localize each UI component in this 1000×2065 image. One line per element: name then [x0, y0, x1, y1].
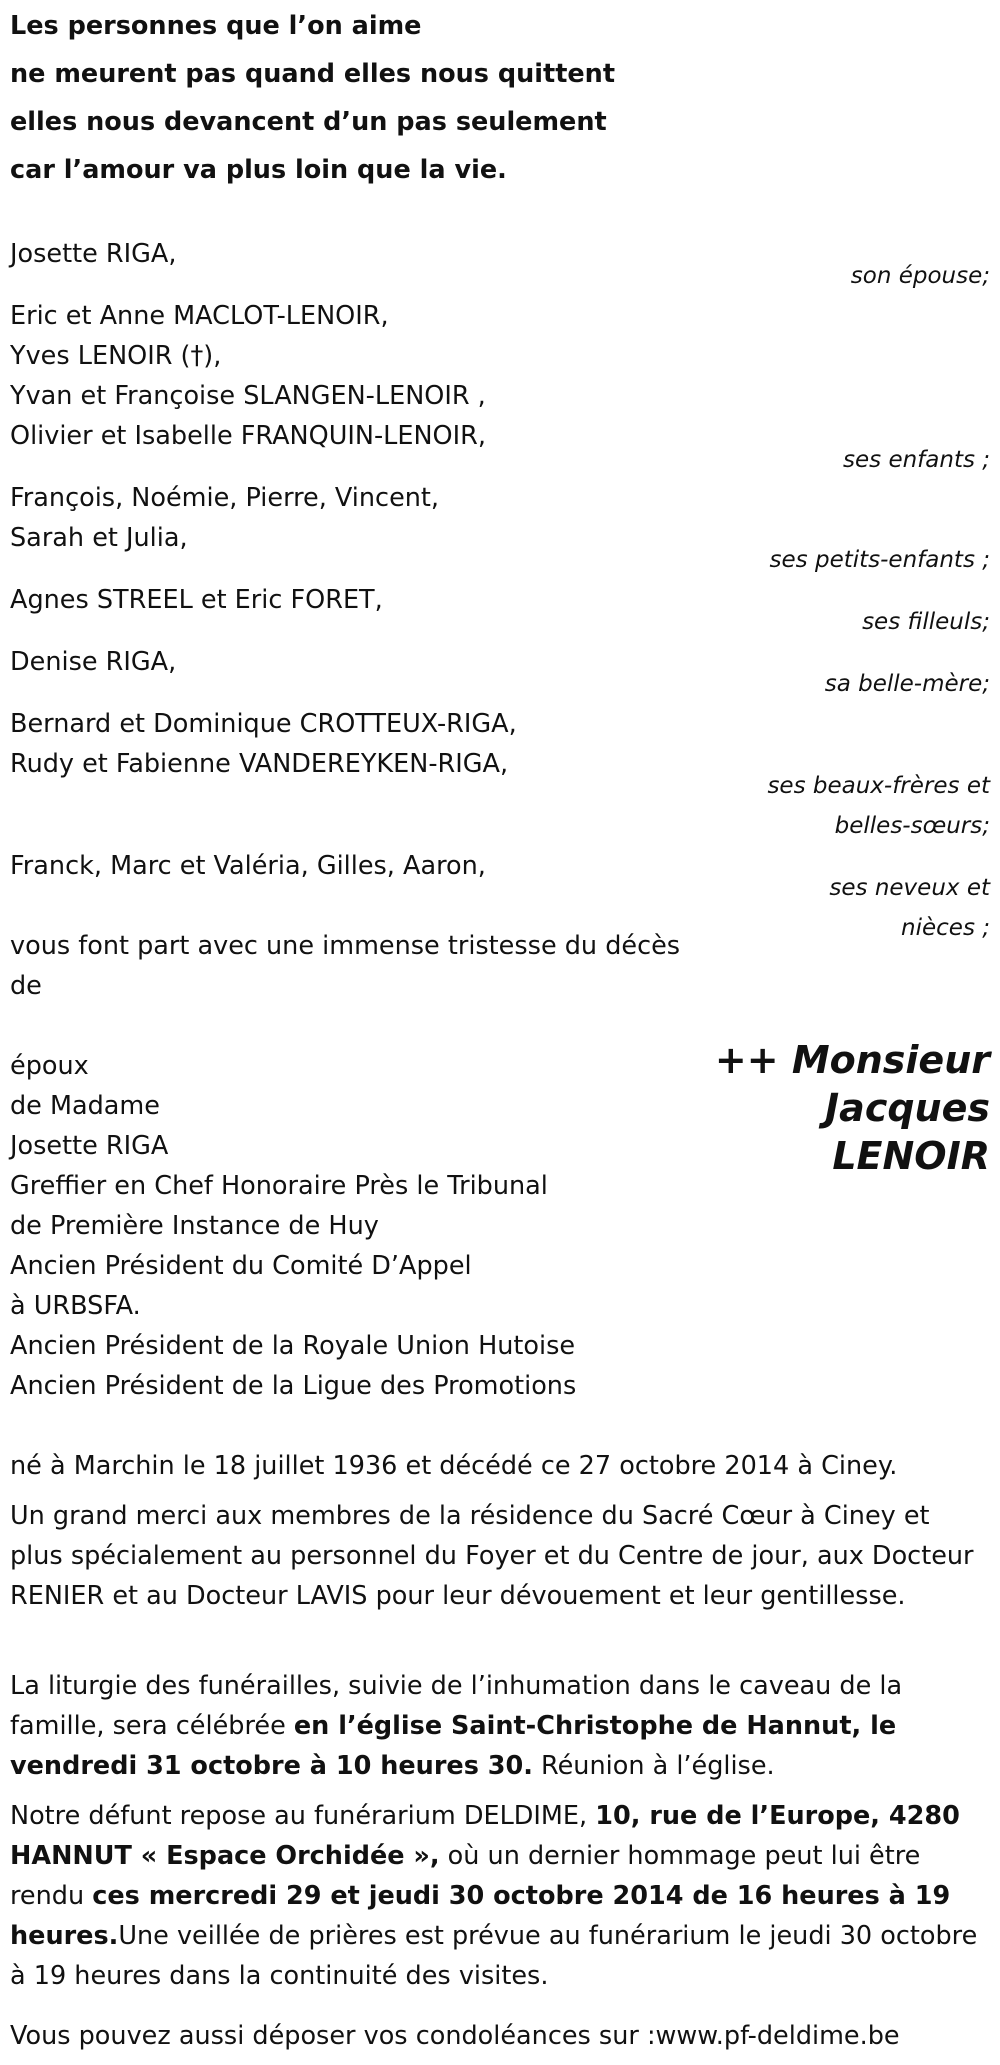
deceased-name-line-2: Jacques	[825, 1086, 990, 1130]
liturgy-paragraph	[10, 1666, 985, 1786]
spouse-role: son épouse;	[850, 263, 990, 289]
child-name-1: Eric et Anne MACLOT-LENOIR,	[10, 301, 389, 331]
liturgy-text-2: Réunion à l’église.	[532, 1751, 775, 1781]
spouse-name: Josette RIGA,	[10, 239, 177, 269]
deceased-name-line-1: ++ Monsieur	[714, 1038, 990, 1082]
poem-line-4: car l’amour va plus loin que la vie.	[10, 155, 507, 185]
announcement-line-2: de	[10, 971, 42, 1001]
detail-line-8: Ancien Président de la Royale Union Hutoise	[10, 1331, 576, 1361]
child-name-3: Yvan et Françoise SLANGEN-LENOIR ,	[10, 381, 486, 411]
funerarium-text-3: Une veillée de prières est prévue au funérarium le jeudi 30 octobre à 19 heures dans la continuité des visites.	[10, 1921, 978, 1991]
poem-line-1: Les personnes que l’on aime	[10, 11, 422, 41]
poem-line-3: elles nous devancent d’un pas seulement	[10, 107, 607, 137]
detail-line-6: Ancien Président du Comité D’Appel	[10, 1251, 472, 1281]
deceased-name-line-3: LENOIR	[832, 1134, 990, 1178]
mother-in-law-role: sa belle-mère;	[824, 671, 990, 697]
funerarium-visit-dates: ces mercredi 29 et jeudi 30 octobre 2014 de 16 heures à 19 heures.	[10, 1881, 951, 1951]
grandchildren-role: ses petits-enfants ;	[769, 547, 990, 573]
in-laws-role-line-1: ses beaux-frères et	[767, 773, 990, 799]
nephews-names: Franck, Marc et Valéria, Gilles, Aaron,	[10, 851, 486, 881]
detail-line-4: Greffier en Chef Honoraire Près le Tribunal	[10, 1171, 548, 1201]
poem-line-2: ne meurent pas quand elles nous quittent	[10, 59, 616, 89]
condolences-line: Vous pouvez aussi déposer vos condoléances sur :www.pf-deldime.be	[10, 2021, 900, 2051]
detail-line-5: de Première Instance de Huy	[10, 1211, 379, 1241]
detail-line-3: Josette RIGA	[10, 1131, 169, 1161]
detail-line-7: à URBSFA.	[10, 1291, 141, 1321]
funerarium-text-2: où un dernier hommage peut lui être rendu	[10, 1841, 921, 1911]
godchildren-role: ses filleuls;	[862, 609, 990, 635]
thanks-paragraph: Un grand merci aux membres de la résidence du Sacré Cœur à Ciney et plus spécialement au personnel du Foyer et du Centre de jour, aux Docteur RENIER et au Docteur LAVIS pour leur dévouement et leur gentillesse.	[10, 1501, 974, 1611]
child-name-4: Olivier et Isabelle FRANQUIN-LENOIR,	[10, 421, 486, 451]
child-name-2: Yves LENOIR (†),	[10, 341, 222, 371]
godchildren-names: Agnes STREEL et Eric FORET,	[10, 585, 383, 615]
in-laws-line-1: Bernard et Dominique CROTTEUX-RIGA,	[10, 709, 517, 739]
nephews-role-line-2: nièces ;	[901, 915, 990, 941]
announcement-line-1: vous font part avec une immense tristesse du décès	[10, 931, 681, 961]
nephews-role-line-1: ses neveux et	[829, 875, 990, 901]
mother-in-law-name: Denise RIGA,	[10, 647, 177, 677]
birth-death: né à Marchin le 18 juillet 1936 et décédé ce 27 octobre 2014 à Ciney.	[10, 1451, 898, 1481]
liturgy-text-1: La liturgie des funérailles, suivie de l’inhumation dans le caveau de la famille, sera célébrée	[10, 1671, 903, 1741]
grandchildren-line-1: François, Noémie, Pierre, Vincent,	[10, 483, 440, 513]
funerarium-address: 10, rue de l’Europe, 4280 HANNUT « Espace Orchidée »,	[10, 1801, 960, 1871]
detail-line-1: époux	[10, 1051, 89, 1081]
liturgy-bold: en l’église Saint-Christophe de Hannut, le vendredi 31 octobre à 10 heures 30.	[10, 1711, 897, 1781]
detail-line-9: Ancien Président de la Ligue des Promotions	[10, 1371, 577, 1401]
children-role: ses enfants ;	[843, 447, 990, 473]
detail-line-2: de Madame	[10, 1091, 160, 1121]
in-laws-line-2: Rudy et Fabienne VANDEREYKEN-RIGA,	[10, 749, 509, 779]
funerarium-paragraph	[10, 1796, 985, 1996]
funerarium-text-1: Notre défunt repose au funérarium DELDIME,	[10, 1801, 596, 1831]
in-laws-role-line-2: belles-sœurs;	[834, 813, 990, 839]
grandchildren-line-2: Sarah et Julia,	[10, 523, 188, 553]
